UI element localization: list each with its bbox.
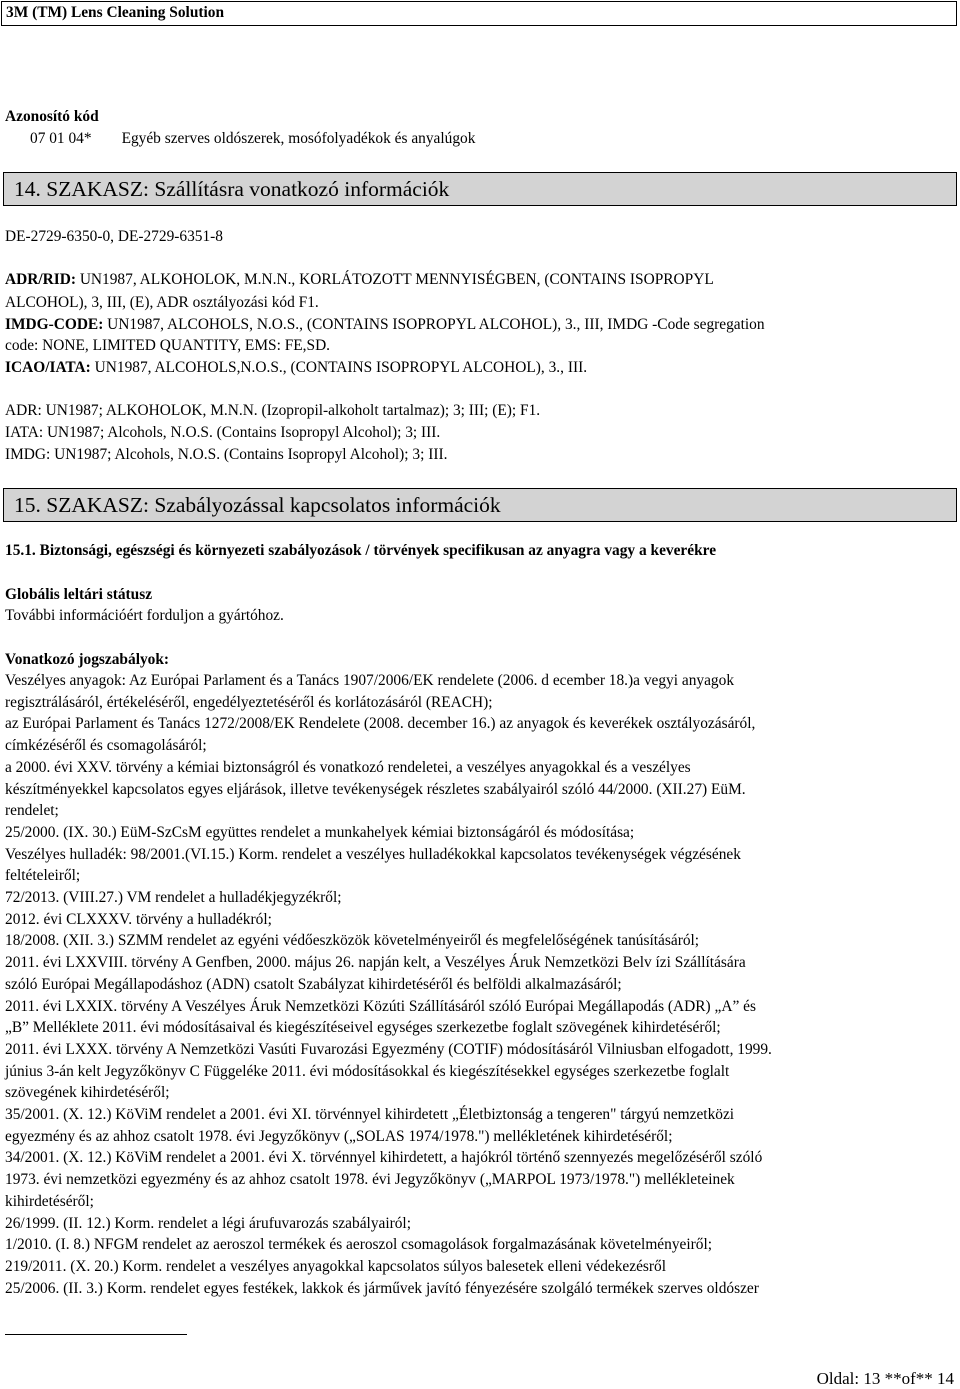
laws-heading: Vonatkozó jogszabályok:: [5, 651, 170, 668]
adr-rid-text: UN1987, ALKOHOLOK, M.N.N., KORLÁTOZOTT MENNYISÉGBEN, (CONTAINS ISOPROPYL: [75, 271, 714, 288]
adr-rid-line: [5, 271, 714, 289]
law-line: egyezmény és az ahhoz csatolt 1978. évi Jegyzőkönyv („SOLAS 1974/1978.") mellékletének kihirdetéséről;: [5, 1127, 673, 1145]
law-line: Veszélyes hulladék: 98/2001.(VI.15.) Korm. rendelet a veszélyes hulladékokkal kapcsolatos tevékenységek végzésének: [5, 845, 741, 863]
law-line: 25/2006. (II. 3.) Korm. rendelet egyes festékek, lakkok és járművek javító fényezésére szolgáló termékek szerves oldószer: [5, 1279, 759, 1297]
law-line: 2011. évi LXXX. törvény A Nemzetközi Vasúti Fuvarozási Egyezmény (COTIF) módosításáról Vilniusban elfogadott, 1999.: [5, 1040, 772, 1058]
law-line: 2011. évi LXXVIII. törvény A Genfben, 2000. május 26. napján kelt, a Veszélyes Áruk Nemzetközi Belv ízi Szállítására: [5, 954, 746, 972]
law-line: a 2000. évi XXV. törvény a kémiai biztonságról és vonatkozó rendeletei, a veszélyes anyagokkal és a veszélyes: [5, 758, 691, 776]
icao-label: ICAO/IATA:: [5, 359, 91, 376]
imdg-line: [5, 316, 765, 334]
law-line: feltételeiről;: [5, 867, 81, 885]
document-title: 3M (TM) Lens Cleaning Solution: [6, 4, 225, 21]
law-line: 35/2001. (X. 12.) KöViM rendelet a 2001. évi XI. törvénnyel kihirdetett „Életbiztonság a tengeren" tárgyú nemzetközi: [5, 1106, 735, 1123]
adr-rid-line-2: ALCOHOL), 3, III, (E), ADR osztályozási kód F1.: [5, 294, 319, 311]
section-14-title: 14. SZAKASZ: Szállításra vonatkozó információk: [14, 177, 450, 201]
law-line: szóló Európai Megállapodáshoz (ADN) csatolt Szabályzat kihirdetéséről és belföldi alkalmazásáról;: [5, 975, 622, 993]
law-line: címkézéséről és csomagolásáról;: [5, 737, 207, 755]
imdg-text: UN1987, ALCOHOLS, N.O.S., (CONTAINS ISOPROPYL ALCOHOL), 3., III, IMDG -Code segregation: [103, 316, 765, 333]
iata-short: IATA: UN1987; Alcohols, N.O.S. (Contains Isopropyl Alcohol); 3; III.: [5, 424, 441, 441]
adr-rid-label: ADR/RID:: [5, 271, 76, 288]
icao-line: [5, 359, 587, 377]
global-inventory-text: További információért forduljon a gyártóhoz.: [5, 607, 284, 624]
law-line: 18/2008. (XII. 3.) SZMM rendelet az egyéni védőeszközök követelményeiről és megfelelőségének tanúsításáról;: [5, 932, 700, 950]
law-line: 34/2001. (X. 12.) KöViM rendelet a 2001. évi X. törvénnyel kihirdetett, a hajókról történő szennyezés megelőzéséről szóló: [5, 1149, 763, 1167]
law-line: szövegének kihirdetéséről;: [5, 1084, 170, 1102]
icao-text: UN1987, ALCOHOLS,N.O.S., (CONTAINS ISOPROPYL ALCOHOL), 3., III.: [90, 359, 588, 376]
law-line: rendelet;: [5, 802, 59, 820]
imdg-label: IMDG-CODE:: [5, 316, 104, 333]
waste-code-heading: Azonosító kód: [5, 108, 99, 125]
waste-code-description: Egyéb szerves oldószerek, mosófolyadékok és anyalúgok: [121, 130, 476, 147]
section-15-1-heading: 15.1. Biztonsági, egészségi és környezeti szabályozások / törvények specifikusan az anyagra vagy a keverékre: [5, 542, 717, 559]
section-15-title: 15. SZAKASZ: Szabályozással kapcsolatos információk: [14, 493, 501, 517]
law-line: 26/1999. (II. 12.) Korm. rendelet a légi árufuvarozás szabályairól;: [5, 1214, 411, 1232]
adr-short: ADR: UN1987; ALKOHOLOK, M.N.N. (Izopropil-alkoholt tartalmaz); 3; III; (E); F1.: [5, 402, 541, 419]
law-line: 1973. évi nemzetközi egyezmény és az ahhoz csatolt 1978. évi Jegyzőkönyv („MARPOL 1973/1978.") mellékleteinek: [5, 1171, 735, 1189]
law-line: készítményekkel kapcsolatos egyes eljárások, illetve tevékenységek részletes szabályairól szóló 44/2000. (XII.27) EüM.: [5, 780, 746, 798]
waste-code: 07 01 04*: [30, 130, 92, 147]
waste-code-row: [5, 130, 475, 148]
law-line: 25/2000. (IX. 30.) EüM-SzCsM együttes rendelet a munkahelyek kémiai biztonságáról és módosítása;: [5, 823, 635, 841]
law-line: Veszélyes anyagok: Az Európai Parlament és a Tanács 1907/2006/EK rendelete (2006. d ecember 18.)a vegyi anyagok: [5, 672, 735, 689]
imdg-short: IMDG: UN1987; Alcohols, N.O.S. (Contains Isopropyl Alcohol); 3; III.: [5, 446, 448, 463]
law-line: június 3-án kelt Jegyzőkönyv C Függeléke 2011. évi módosításokkal és kiegészítésekkel egységes szerkezetbe foglalt: [5, 1062, 730, 1080]
footer-rule: [5, 1334, 187, 1335]
law-line: kihirdetéséről;: [5, 1192, 94, 1210]
global-inventory-heading: Globális leltári státusz: [5, 586, 153, 603]
page-number: Oldal: 13 **of** 14: [816, 1369, 954, 1388]
section-15-header: [3, 488, 957, 522]
law-line: 2012. évi CLXXXV. törvény a hulladékról;: [5, 910, 272, 928]
imdg-line-2: code: NONE, LIMITED QUANTITY, EMS: FE,SD.: [5, 337, 331, 354]
section-14-header: [3, 172, 957, 206]
transport-ids: DE-2729-6350-0, DE-2729-6351-8: [5, 228, 223, 245]
law-line: az Európai Parlament és Tanács 1272/2008/EK Rendelete (2008. december 16.) az anyagok és keverékek osztályozásáról,: [5, 715, 756, 733]
law-line: 2011. évi LXXIX. törvény A Veszélyes Áruk Nemzetközi Közúti Szállításáról szóló Európai Megállapodás (ADR) „A” és: [5, 997, 756, 1015]
law-line: „B” Melléklete 2011. évi módosításaival és kiegészítéseivel egységes szerkezetbe foglalt szövegének kihirdetéséről;: [5, 1019, 721, 1037]
law-line: 219/2011. (X. 20.) Korm. rendelet a veszélyes anyagokkal kapcsolatos súlyos balesetek elleni védekezésről: [5, 1257, 667, 1275]
law-line: 1/2010. (I. 8.) NFGM rendelet az aeroszol termékek és aeroszol csomagolások forgalmazásának követelményeiről;: [5, 1236, 713, 1254]
law-line: regisztrálásáról, értékeléséről, engedélyeztetéséről és korlátozásáról (REACH);: [5, 693, 493, 711]
law-line: 72/2013. (VIII.27.) VM rendelet a hulladékjegyzékről;: [5, 889, 342, 906]
